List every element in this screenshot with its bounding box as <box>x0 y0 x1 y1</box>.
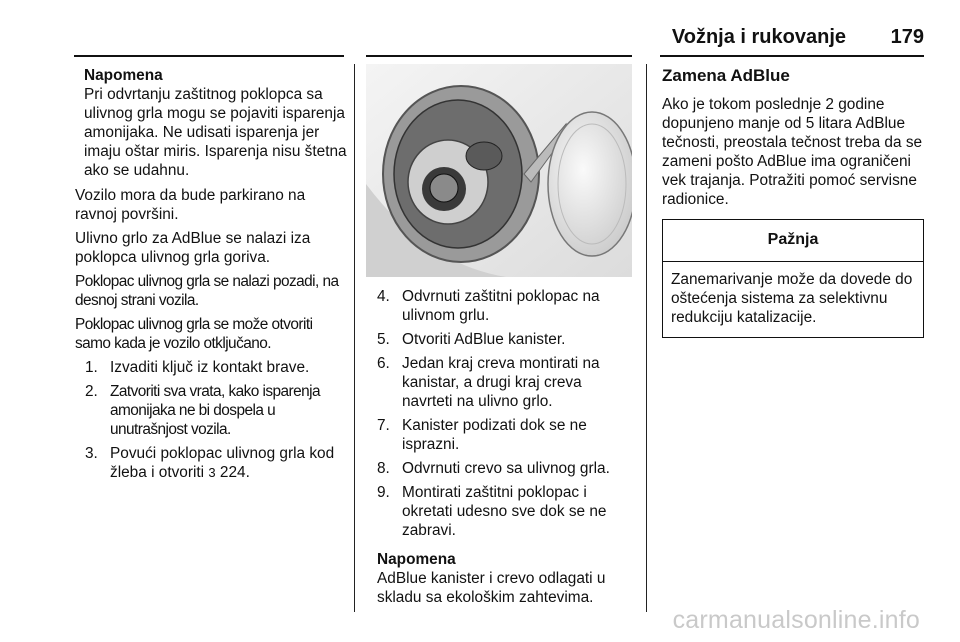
step-list <box>377 287 635 540</box>
list-item: 9. Montirati zaštitni poklopac i okretati udesno sve dok se ne zabravi. <box>377 484 607 539</box>
column-3 <box>662 66 924 338</box>
page-title: Vožnja i rukovanje <box>671 26 846 48</box>
list-item: 2. Zatvoriti sva vrata, kako isparenja amonijaka ne bi dospela u unutrašnjost vozila. <box>85 383 320 438</box>
note-title: Napomena <box>84 67 163 84</box>
list-item: 7. Kanister podizati dok se ne isprazni. <box>377 417 587 453</box>
paragraph: Ulivno grlo za AdBlue se nalazi iza poklopca ulivnog grla goriva. <box>75 230 311 266</box>
section-title: Zamena AdBlue <box>662 66 790 85</box>
page-header <box>0 26 924 56</box>
paragraph: Ako je tokom poslednje 2 godine dopunjeno manje od 5 litara AdBlue tečnosti, preostala tečnost treba da se zameni pošto AdBlue ima ograničeni vek trajanja. Potražiti pomoć servisne radionice. <box>662 96 923 208</box>
page-reference[interactable]: 224. <box>219 464 250 481</box>
note-title: Napomena <box>377 551 456 568</box>
paragraph: Poklopac ulivnog grla se može otvoriti samo kada je vozilo otključano. <box>75 316 313 352</box>
step-list <box>75 358 347 482</box>
paragraph: Poklopac ulivnog grla se nalazi pozadi, na desnoj strani vozila. <box>75 273 339 309</box>
list-item: 5. Otvoriti AdBlue kanister. <box>377 331 566 348</box>
list-item: 6. Jedan kraj creva montirati na kanistar, a drugi kraj creva navrteti na ulivno grlo. <box>377 355 600 410</box>
paragraph: Vozilo mora da bude parkirano na ravnoj površini. <box>75 187 306 223</box>
column-1 <box>75 66 347 487</box>
filler-flap-drawing <box>366 64 632 277</box>
column-divider <box>646 64 647 612</box>
warning-title: Pažnja <box>663 220 923 262</box>
column-2 <box>377 287 635 607</box>
list-item: 1. Izvaditi ključ iz kontakt brave. <box>85 359 310 376</box>
fuel-filler-illustration <box>366 64 632 277</box>
header-rule <box>366 55 632 57</box>
watermark: carmanualsonline.info <box>672 606 920 634</box>
list-item: 8. Odvrnuti crevo sa ulivnog grla. <box>377 460 610 477</box>
header-rule <box>74 55 344 57</box>
list-item: 3. Povući poklopac ulivnog grla kod žleba i otvoriti 3 224. <box>85 445 335 481</box>
note-text: Pri odvrtanju zaštitnog poklopca sa ulivnog grla mogu se pojaviti isparenja amonijaka. Ne udisati isparenja jer imaju oštar miris. Isparenja nisu štetna ako se udahnu. <box>84 86 347 179</box>
warning-text: Zanemarivanje može da dovede do oštećenja sistema za selektivnu redukciju katalizacije. <box>671 271 913 326</box>
list-item: 4. Odvrnuti zaštitni poklopac na ulivnom grlu. <box>377 288 600 324</box>
reference-arrow-icon: 3 <box>208 465 216 480</box>
note-box <box>377 550 635 607</box>
page-number: 179 <box>890 26 924 48</box>
warning-box <box>662 219 924 338</box>
note-box <box>84 66 347 180</box>
column-divider <box>354 64 355 612</box>
header-rule <box>660 55 924 57</box>
note-text: AdBlue kanister i crevo odlagati u skladu sa ekološkim zahtevima. <box>377 570 606 606</box>
